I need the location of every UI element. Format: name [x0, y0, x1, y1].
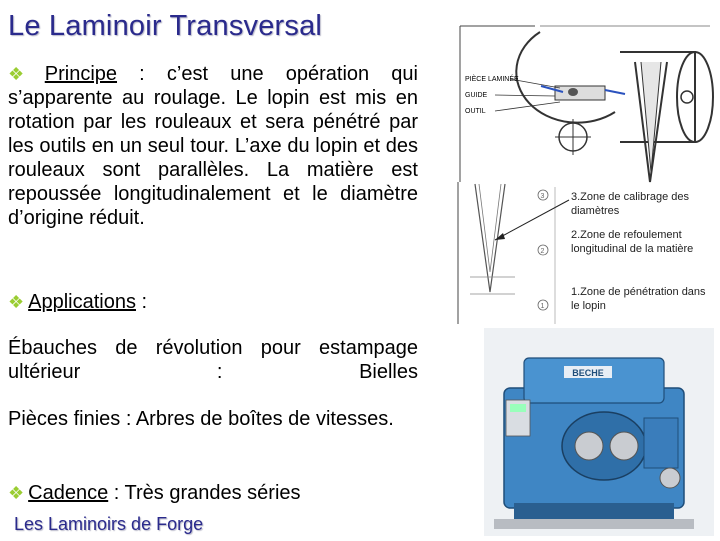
applications-item-1: Ébauches de révolution pour estampage ultérieur : Bielles [8, 337, 418, 383]
zone-1-label: 1.Zone de pénétration dans le lopin [571, 286, 706, 312]
applications-item-2-block [8, 407, 418, 431]
label-outil: OUTIL [465, 108, 486, 115]
roller-drum [610, 432, 638, 460]
rolling-diagram [455, 22, 715, 327]
cadence-line [8, 481, 418, 505]
principe-label: Principe [44, 63, 118, 85]
zone-2-label: 2.Zone de refoulement longitudinal de la matière [571, 229, 694, 255]
profile-wedge-inner [479, 184, 501, 272]
rolled-piece [555, 86, 605, 100]
principe-paragraph [8, 62, 418, 230]
leader-line [495, 95, 555, 96]
roller-drum [575, 432, 603, 460]
roller-hub [681, 91, 693, 103]
brand-label: BECHE [572, 368, 604, 378]
applications-suffix: : [135, 291, 148, 313]
label-guide: GUIDE [465, 92, 488, 99]
machine-base [514, 503, 674, 519]
bullet-diamond-icon: ❖ [8, 292, 25, 312]
pointer-arrow [495, 200, 569, 240]
applications-item-1-line1 [8, 336, 418, 384]
applications-item-2: Pièces finies : Arbres de boîtes de vitesses. [8, 408, 394, 430]
floor [494, 519, 694, 529]
roller-left [516, 32, 615, 123]
zone-number-2: 2 [540, 248, 545, 255]
tool-wedge-inner [641, 62, 661, 172]
footer-title: Les Laminoirs de Forge [14, 514, 204, 534]
bullet-diamond-icon: ❖ [8, 64, 41, 84]
zone-number-1: 1 [540, 303, 545, 310]
motion-arrow-icon [605, 90, 625, 94]
applications-heading [8, 290, 418, 314]
principe-text: : c’est une opération qui s’apparente au roulage. Le lopin est mis en rotation par les rouleaux et sera pénétré par les outils en un seul tour. L’axe du lopin et des rouleaux sont parallèles. La matière est repoussée longitudinalement et le diamètre d’origine réduit. [8, 63, 418, 229]
zone-3-label: 3.Zone de calibrage des diamètres [571, 191, 690, 217]
cadence-label: Cadence [28, 482, 109, 504]
machine-photo [484, 328, 714, 536]
workpiece-section [568, 88, 578, 96]
leader-line [495, 102, 560, 111]
cadence-text: : Très grandes séries [108, 482, 301, 504]
handwheel-icon [660, 468, 680, 488]
bullet-diamond-icon: ❖ [8, 483, 25, 503]
machine-top [524, 358, 664, 403]
arrowhead-icon [495, 233, 505, 240]
control-display [510, 404, 526, 412]
machine-illustration [484, 328, 714, 536]
zone-number-3: 3 [540, 193, 545, 200]
slide-title: Le Laminoir Transversal [8, 10, 323, 42]
applications-label: Applications [28, 291, 136, 313]
side-unit [644, 418, 678, 468]
label-piece: PIÈCE LAMINÉE [465, 76, 519, 83]
